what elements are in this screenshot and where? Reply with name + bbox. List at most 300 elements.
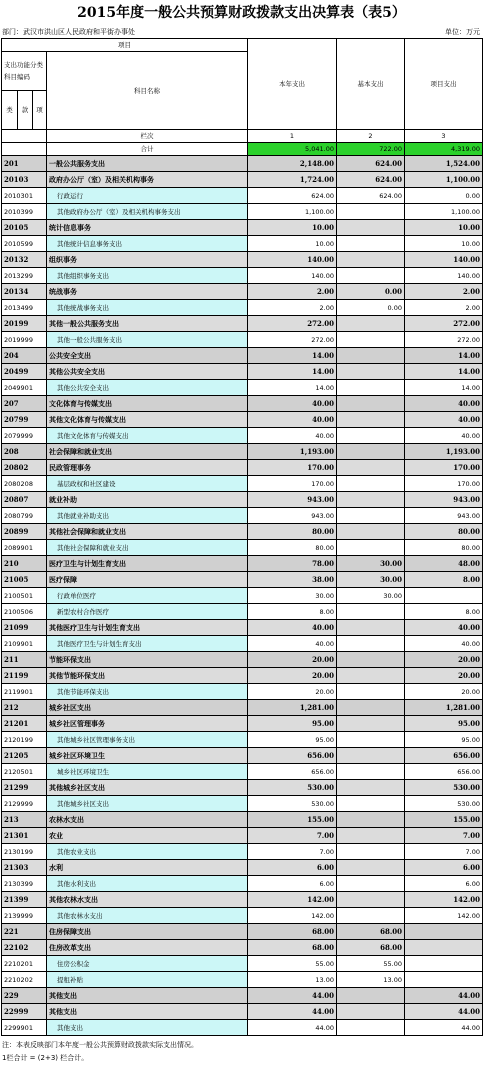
- row-value-basic: [337, 412, 405, 428]
- row-value-basic: [337, 204, 405, 220]
- row-value-basic: [337, 428, 405, 444]
- row-value-basic: [337, 620, 405, 636]
- row-name: 基层政权和社区建设: [47, 476, 248, 492]
- row-value-basic: [337, 316, 405, 332]
- row-value-basic: [337, 332, 405, 348]
- row-value-project: 40.00: [405, 428, 483, 444]
- row-value-project: 1,524.00: [405, 156, 483, 172]
- row-code: 20499: [2, 364, 47, 380]
- row-value-project: 14.00: [405, 348, 483, 364]
- row-name: 政府办公厅（室）及相关机构事务: [47, 172, 248, 188]
- row-code: 2019999: [2, 332, 47, 348]
- row-name: 其他支出: [47, 988, 248, 1004]
- row-name: 提租补贴: [47, 972, 248, 988]
- row-name: 民政管理事务: [47, 460, 248, 476]
- row-code: 2100501: [2, 588, 47, 604]
- row-value-total: 142.00: [248, 908, 337, 924]
- row-value-project: 142.00: [405, 892, 483, 908]
- table-row: [2, 396, 483, 412]
- table-row: [2, 1020, 483, 1036]
- row-value-project: 943.00: [405, 508, 483, 524]
- row-name: 其他支出: [47, 1020, 248, 1036]
- header-code-label: 支出功能分类科目编码: [2, 52, 47, 91]
- table-row: [2, 844, 483, 860]
- table-row: [2, 1004, 483, 1020]
- row-name: 其他支出: [47, 1004, 248, 1020]
- row-value-basic: 30.00: [337, 572, 405, 588]
- row-value-total: 40.00: [248, 636, 337, 652]
- table-row: [2, 940, 483, 956]
- row-name: 农林水支出: [47, 812, 248, 828]
- row-code: 2010399: [2, 204, 47, 220]
- row-value-total: 8.00: [248, 604, 337, 620]
- row-value-project: 272.00: [405, 332, 483, 348]
- row-name: 其他城乡社区支出: [47, 796, 248, 812]
- row-value-basic: [337, 236, 405, 252]
- header-xiang: 项: [33, 91, 47, 130]
- row-name: 组织事务: [47, 252, 248, 268]
- row-value-project: 20.00: [405, 652, 483, 668]
- row-value-project: 6.00: [405, 860, 483, 876]
- row-value-total: 272.00: [248, 332, 337, 348]
- table-row: [2, 716, 483, 732]
- row-code: 21399: [2, 892, 47, 908]
- row-code: 2130399: [2, 876, 47, 892]
- row-name: 其他统计信息事务支出: [47, 236, 248, 252]
- row-value-total: 95.00: [248, 732, 337, 748]
- row-name: 行政运行: [47, 188, 248, 204]
- row-name: 城乡社区环境卫生: [47, 748, 248, 764]
- table-row: [2, 876, 483, 892]
- table-row: [2, 412, 483, 428]
- row-value-basic: [337, 492, 405, 508]
- row-value-project: 80.00: [405, 540, 483, 556]
- table-row: [2, 220, 483, 236]
- row-code: 2109901: [2, 636, 47, 652]
- total-value-1: 5,041.00: [248, 143, 337, 156]
- row-value-total: 44.00: [248, 1020, 337, 1036]
- table-row: [2, 332, 483, 348]
- row-name: 其他节能环保支出: [47, 684, 248, 700]
- row-value-basic: [337, 604, 405, 620]
- row-value-total: 55.00: [248, 956, 337, 972]
- row-code: 2010599: [2, 236, 47, 252]
- row-code: 21299: [2, 780, 47, 796]
- row-value-basic: [337, 380, 405, 396]
- row-code: 2080799: [2, 508, 47, 524]
- table-row: [2, 188, 483, 204]
- row-value-project: 10.00: [405, 236, 483, 252]
- table-row: [2, 604, 483, 620]
- row-code: 21099: [2, 620, 47, 636]
- row-name: 城乡社区管理事务: [47, 716, 248, 732]
- row-value-project: 1,100.00: [405, 172, 483, 188]
- table-row: [2, 780, 483, 796]
- row-code: 2013499: [2, 300, 47, 316]
- row-value-basic: [337, 668, 405, 684]
- row-value-project: 142.00: [405, 908, 483, 924]
- unit-label: 单位：万元: [445, 28, 480, 36]
- row-value-basic: [337, 252, 405, 268]
- row-value-basic: [337, 892, 405, 908]
- row-value-basic: 0.00: [337, 284, 405, 300]
- row-name: 文化体育与传媒支出: [47, 396, 248, 412]
- table-row: [2, 156, 483, 172]
- row-value-total: 656.00: [248, 748, 337, 764]
- row-name: 其他一般公共服务支出: [47, 316, 248, 332]
- row-name: 公共安全支出: [47, 348, 248, 364]
- row-name: 其他农林水支出: [47, 908, 248, 924]
- row-name: 节能环保支出: [47, 652, 248, 668]
- table-row: [2, 428, 483, 444]
- row-name: 医疗卫生与计划生育支出: [47, 556, 248, 572]
- row-value-project: 0.00: [405, 188, 483, 204]
- row-value-total: 80.00: [248, 524, 337, 540]
- row-name: 其他农业支出: [47, 844, 248, 860]
- row-name: 其他政府办公厅（室）及相关机构事务支出: [47, 204, 248, 220]
- row-value-total: 14.00: [248, 348, 337, 364]
- header-col-total: 本年支出: [248, 39, 337, 130]
- row-value-total: 272.00: [248, 316, 337, 332]
- table-row: [2, 908, 483, 924]
- row-value-total: 78.00: [248, 556, 337, 572]
- row-code: 20807: [2, 492, 47, 508]
- row-value-basic: 624.00: [337, 188, 405, 204]
- row-value-project: 140.00: [405, 252, 483, 268]
- row-value-project: 20.00: [405, 668, 483, 684]
- table-row: [2, 252, 483, 268]
- row-code: 21199: [2, 668, 47, 684]
- table-row: [2, 556, 483, 572]
- table-row: [2, 956, 483, 972]
- row-value-project: 6.00: [405, 876, 483, 892]
- row-name: 其他一般公共服务支出: [47, 332, 248, 348]
- row-code: 208: [2, 444, 47, 460]
- header-row-project: [2, 39, 483, 52]
- total-label: 合计: [47, 143, 248, 156]
- row-value-total: 140.00: [248, 268, 337, 284]
- report-title: 2015年度一般公共预算财政拨款支出决算表（表5）: [77, 5, 406, 21]
- row-name: 医疗保障: [47, 572, 248, 588]
- row-value-total: 2.00: [248, 300, 337, 316]
- table-row: [2, 476, 483, 492]
- row-name: 农业: [47, 828, 248, 844]
- row-code: 213: [2, 812, 47, 828]
- row-name: 其他社会保障和就业支出: [47, 540, 248, 556]
- row-code: 2120199: [2, 732, 47, 748]
- row-value-project: 2.00: [405, 284, 483, 300]
- row-name: 其他医疗卫生与计划生育支出: [47, 636, 248, 652]
- table-row: [2, 300, 483, 316]
- note-line: 注：本表反映部门本年度一般公共预算财政拨款实际支出情况。: [2, 1041, 198, 1049]
- row-value-basic: [337, 812, 405, 828]
- row-code: 221: [2, 924, 47, 940]
- row-name: 其他统战事务支出: [47, 300, 248, 316]
- row-value-basic: 68.00: [337, 940, 405, 956]
- row-value-basic: [337, 460, 405, 476]
- row-value-basic: [337, 684, 405, 700]
- row-value-total: 20.00: [248, 668, 337, 684]
- row-value-total: 155.00: [248, 812, 337, 828]
- row-value-total: 6.00: [248, 876, 337, 892]
- row-code: 21303: [2, 860, 47, 876]
- table-row: [2, 172, 483, 188]
- header-col-basic: 基本支出: [337, 39, 405, 130]
- row-value-basic: [337, 988, 405, 1004]
- row-value-project: 95.00: [405, 716, 483, 732]
- row-value-total: 80.00: [248, 540, 337, 556]
- row-value-project: 1,193.00: [405, 444, 483, 460]
- header-n1: 1: [248, 130, 337, 143]
- row-code: 212: [2, 700, 47, 716]
- row-value-basic: [337, 828, 405, 844]
- header-row-lanci: [2, 130, 483, 143]
- row-code: 201: [2, 156, 47, 172]
- row-value-basic: [337, 764, 405, 780]
- row-name: 城乡社区环境卫生: [47, 764, 248, 780]
- row-value-project: 8.00: [405, 604, 483, 620]
- row-value-project: 14.00: [405, 380, 483, 396]
- row-value-total: 170.00: [248, 476, 337, 492]
- row-value-total: 40.00: [248, 412, 337, 428]
- row-value-project: 80.00: [405, 524, 483, 540]
- row-value-total: 1,100.00: [248, 204, 337, 220]
- row-value-project: 7.00: [405, 844, 483, 860]
- row-code: 229: [2, 988, 47, 1004]
- row-value-project: 44.00: [405, 1020, 483, 1036]
- header-col-project: 项目支出: [405, 39, 483, 130]
- row-name: 住房公积金: [47, 956, 248, 972]
- report-meta: [0, 26, 483, 38]
- row-value-project: 40.00: [405, 620, 483, 636]
- row-value-project: 44.00: [405, 1004, 483, 1020]
- row-value-total: 7.00: [248, 828, 337, 844]
- row-value-basic: [337, 540, 405, 556]
- row-value-basic: [337, 876, 405, 892]
- row-name: 一般公共服务支出: [47, 156, 248, 172]
- row-name: 其他城乡社区管理事务支出: [47, 732, 248, 748]
- table-row: [2, 348, 483, 364]
- row-value-total: 1,281.00: [248, 700, 337, 716]
- row-value-basic: [337, 220, 405, 236]
- row-value-basic: 30.00: [337, 556, 405, 572]
- row-name: 统战事务: [47, 284, 248, 300]
- table-row: [2, 924, 483, 940]
- note-line: 1栏合计 = (2+3) 栏合计。: [2, 1054, 89, 1062]
- row-value-basic: [337, 748, 405, 764]
- table-row: [2, 572, 483, 588]
- table-row: [2, 684, 483, 700]
- row-code: 2049901: [2, 380, 47, 396]
- row-value-project: 943.00: [405, 492, 483, 508]
- row-code: 2210202: [2, 972, 47, 988]
- row-value-project: 170.00: [405, 460, 483, 476]
- row-value-project: [405, 588, 483, 604]
- table-row: [2, 764, 483, 780]
- row-code: 20134: [2, 284, 47, 300]
- row-value-total: 6.00: [248, 860, 337, 876]
- row-name: 其他文化体育与传媒支出: [47, 412, 248, 428]
- header-kuan: 款: [18, 91, 33, 130]
- row-value-basic: 55.00: [337, 956, 405, 972]
- row-name: 其他社会保障和就业支出: [47, 524, 248, 540]
- row-value-total: 95.00: [248, 716, 337, 732]
- notes: [0, 1039, 483, 1065]
- table-row: [2, 508, 483, 524]
- row-code: 2129999: [2, 796, 47, 812]
- row-value-total: 10.00: [248, 236, 337, 252]
- row-code: 20799: [2, 412, 47, 428]
- header-n3: 3: [405, 130, 483, 143]
- row-value-basic: 624.00: [337, 156, 405, 172]
- row-value-total: 20.00: [248, 652, 337, 668]
- row-name: 其他节能环保支出: [47, 668, 248, 684]
- row-value-basic: [337, 652, 405, 668]
- row-value-total: 44.00: [248, 1004, 337, 1020]
- row-value-basic: [337, 1020, 405, 1036]
- row-value-basic: 0.00: [337, 300, 405, 316]
- row-value-total: 68.00: [248, 940, 337, 956]
- row-name: 其他水利支出: [47, 876, 248, 892]
- row-code: 2100506: [2, 604, 47, 620]
- row-code: 2299901: [2, 1020, 47, 1036]
- row-value-total: 656.00: [248, 764, 337, 780]
- row-value-project: 656.00: [405, 764, 483, 780]
- row-value-total: 14.00: [248, 364, 337, 380]
- row-value-basic: [337, 732, 405, 748]
- row-code: 2079999: [2, 428, 47, 444]
- row-value-basic: [337, 508, 405, 524]
- row-name: 社会保障和就业支出: [47, 444, 248, 460]
- row-name: 其他就业补助支出: [47, 508, 248, 524]
- table-row: [2, 460, 483, 476]
- row-value-total: 68.00: [248, 924, 337, 940]
- row-value-total: 13.00: [248, 972, 337, 988]
- row-name: 城乡社区支出: [47, 700, 248, 716]
- row-value-project: 48.00: [405, 556, 483, 572]
- total-row: [2, 143, 483, 156]
- row-value-total: 170.00: [248, 460, 337, 476]
- row-value-basic: 68.00: [337, 924, 405, 940]
- total-blank: [2, 143, 47, 156]
- row-value-total: 530.00: [248, 796, 337, 812]
- row-value-total: 530.00: [248, 780, 337, 796]
- row-code: 21205: [2, 748, 47, 764]
- row-value-basic: [337, 636, 405, 652]
- row-name: 其他城乡社区支出: [47, 780, 248, 796]
- row-value-total: 2.00: [248, 284, 337, 300]
- row-name: 其他农林水支出: [47, 892, 248, 908]
- row-value-project: 8.00: [405, 572, 483, 588]
- header-blank: [2, 130, 47, 143]
- table-row: [2, 620, 483, 636]
- row-value-project: 530.00: [405, 796, 483, 812]
- row-value-project: 44.00: [405, 988, 483, 1004]
- row-value-project: 155.00: [405, 812, 483, 828]
- row-value-basic: [337, 1004, 405, 1020]
- row-value-basic: [337, 268, 405, 284]
- row-value-basic: [337, 860, 405, 876]
- row-value-project: 7.00: [405, 828, 483, 844]
- row-value-project: 20.00: [405, 684, 483, 700]
- row-value-total: 7.00: [248, 844, 337, 860]
- header-lanci: 栏次: [47, 130, 248, 143]
- row-name: 就业补助: [47, 492, 248, 508]
- row-value-project: 1,100.00: [405, 204, 483, 220]
- row-value-project: 40.00: [405, 412, 483, 428]
- row-value-total: 40.00: [248, 428, 337, 444]
- row-code: 204: [2, 348, 47, 364]
- table-row: [2, 380, 483, 396]
- row-value-project: [405, 972, 483, 988]
- row-value-project: 10.00: [405, 220, 483, 236]
- table-row: [2, 364, 483, 380]
- row-value-total: 1,193.00: [248, 444, 337, 460]
- table-row: [2, 860, 483, 876]
- row-name: 其他公共安全支出: [47, 364, 248, 380]
- row-value-basic: 624.00: [337, 172, 405, 188]
- row-value-total: 30.00: [248, 588, 337, 604]
- row-value-basic: [337, 780, 405, 796]
- row-value-basic: [337, 908, 405, 924]
- row-code: 20802: [2, 460, 47, 476]
- row-code: 2130199: [2, 844, 47, 860]
- row-code: 20199: [2, 316, 47, 332]
- row-code: 2010301: [2, 188, 47, 204]
- row-value-basic: [337, 348, 405, 364]
- row-value-total: 140.00: [248, 252, 337, 268]
- row-name: 住房改革支出: [47, 940, 248, 956]
- total-value-2: 722.00: [337, 143, 405, 156]
- row-value-project: 40.00: [405, 396, 483, 412]
- row-name: 住房保障支出: [47, 924, 248, 940]
- table-row: [2, 204, 483, 220]
- row-value-basic: [337, 524, 405, 540]
- row-name: 其他公共安全支出: [47, 380, 248, 396]
- row-value-basic: [337, 396, 405, 412]
- row-value-project: 140.00: [405, 268, 483, 284]
- row-name: 统计信息事务: [47, 220, 248, 236]
- row-value-total: 10.00: [248, 220, 337, 236]
- row-value-basic: 30.00: [337, 588, 405, 604]
- row-value-total: 14.00: [248, 380, 337, 396]
- row-value-project: [405, 956, 483, 972]
- row-name: 新型农村合作医疗: [47, 604, 248, 620]
- table-row: [2, 828, 483, 844]
- row-value-total: 142.00: [248, 892, 337, 908]
- row-value-project: 170.00: [405, 476, 483, 492]
- row-value-total: 1,724.00: [248, 172, 337, 188]
- table-row: [2, 524, 483, 540]
- row-code: 21201: [2, 716, 47, 732]
- row-name: 其他组织事务支出: [47, 268, 248, 284]
- table-row: [2, 700, 483, 716]
- header-name-label: 科目名称: [47, 52, 248, 130]
- header-item: 项目: [2, 39, 248, 52]
- row-code: 2120501: [2, 764, 47, 780]
- row-value-total: 44.00: [248, 988, 337, 1004]
- row-value-project: [405, 940, 483, 956]
- row-name: 其他文化体育与传媒支出: [47, 428, 248, 444]
- row-value-basic: [337, 364, 405, 380]
- table-row: [2, 652, 483, 668]
- row-code: 21005: [2, 572, 47, 588]
- row-value-project: 1,281.00: [405, 700, 483, 716]
- row-value-basic: [337, 844, 405, 860]
- row-value-project: 272.00: [405, 316, 483, 332]
- row-code: 21301: [2, 828, 47, 844]
- row-value-basic: [337, 796, 405, 812]
